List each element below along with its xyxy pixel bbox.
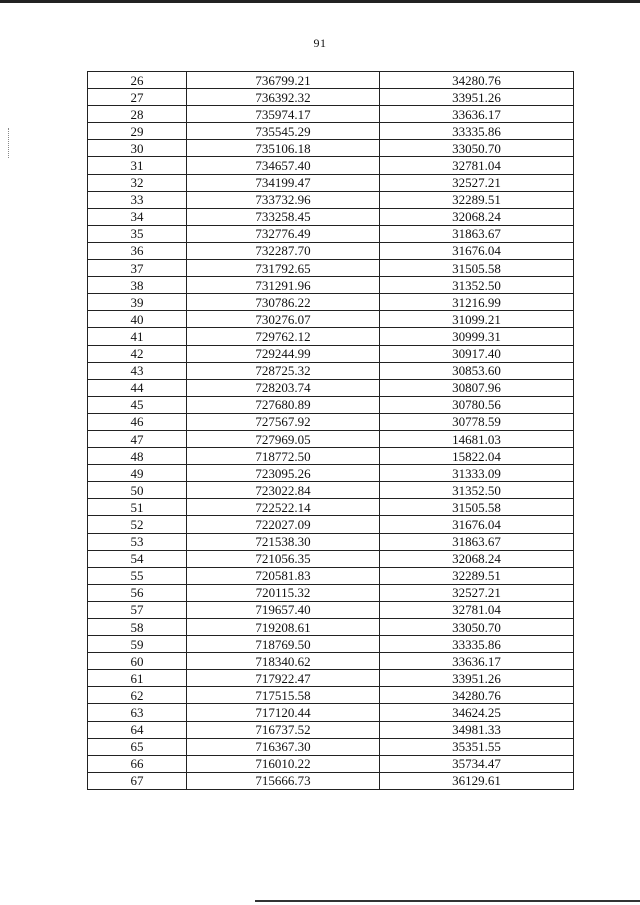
- point-number-cell: 35: [88, 225, 187, 242]
- point-number-cell: 59: [88, 636, 187, 653]
- table-row: [88, 448, 574, 465]
- y-coordinate-cell: 31099.21: [380, 311, 574, 328]
- y-coordinate-cell: 34981.33: [380, 721, 574, 738]
- point-number-cell: 44: [88, 379, 187, 396]
- y-coordinate-cell: 34624.25: [380, 704, 574, 721]
- table-row: [88, 208, 574, 225]
- x-coordinate-cell: 727567.92: [187, 413, 380, 430]
- table-row: [88, 482, 574, 499]
- bottom-border-rule: [255, 900, 640, 902]
- x-coordinate-cell: 717515.58: [187, 687, 380, 704]
- y-coordinate-cell: 30917.40: [380, 345, 574, 362]
- x-coordinate-cell: 717922.47: [187, 670, 380, 687]
- x-coordinate-cell: 727969.05: [187, 430, 380, 447]
- x-coordinate-cell: 729244.99: [187, 345, 380, 362]
- table-row: [88, 584, 574, 601]
- y-coordinate-cell: 30778.59: [380, 413, 574, 430]
- x-coordinate-cell: 722027.09: [187, 516, 380, 533]
- top-border-rule: [0, 0, 640, 3]
- table-row: [88, 260, 574, 277]
- point-number-cell: 42: [88, 345, 187, 362]
- point-number-cell: 62: [88, 687, 187, 704]
- x-coordinate-cell: 730786.22: [187, 294, 380, 311]
- point-number-cell: 39: [88, 294, 187, 311]
- x-coordinate-cell: 719657.40: [187, 601, 380, 618]
- table-row: [88, 242, 574, 259]
- point-number-cell: 51: [88, 499, 187, 516]
- x-coordinate-cell: 732776.49: [187, 225, 380, 242]
- table-row: [88, 362, 574, 379]
- point-number-cell: 47: [88, 430, 187, 447]
- x-coordinate-cell: 715666.73: [187, 772, 380, 789]
- x-coordinate-cell: 731291.96: [187, 277, 380, 294]
- table-row: [88, 430, 574, 447]
- table-row: [88, 601, 574, 618]
- point-number-cell: 38: [88, 277, 187, 294]
- table-row: [88, 72, 574, 89]
- y-coordinate-cell: 30853.60: [380, 362, 574, 379]
- point-number-cell: 58: [88, 619, 187, 636]
- x-coordinate-cell: 731792.65: [187, 260, 380, 277]
- y-coordinate-cell: 33636.17: [380, 653, 574, 670]
- y-coordinate-cell: 35351.55: [380, 738, 574, 755]
- x-coordinate-cell: 735106.18: [187, 140, 380, 157]
- table-row: [88, 123, 574, 140]
- point-number-cell: 54: [88, 550, 187, 567]
- table-row: [88, 225, 574, 242]
- y-coordinate-cell: 30999.31: [380, 328, 574, 345]
- table-row: [88, 106, 574, 123]
- y-coordinate-cell: 34280.76: [380, 72, 574, 89]
- y-coordinate-cell: 34280.76: [380, 687, 574, 704]
- table-row: [88, 328, 574, 345]
- point-number-cell: 33: [88, 191, 187, 208]
- y-coordinate-cell: 31505.58: [380, 499, 574, 516]
- point-number-cell: 30: [88, 140, 187, 157]
- table-row: [88, 345, 574, 362]
- x-coordinate-cell: 736799.21: [187, 72, 380, 89]
- x-coordinate-cell: 728725.32: [187, 362, 380, 379]
- point-number-cell: 57: [88, 601, 187, 618]
- point-number-cell: 52: [88, 516, 187, 533]
- table-row: [88, 499, 574, 516]
- y-coordinate-cell: 31676.04: [380, 516, 574, 533]
- x-coordinate-cell: 727680.89: [187, 396, 380, 413]
- point-number-cell: 56: [88, 584, 187, 601]
- y-coordinate-cell: 36129.61: [380, 772, 574, 789]
- x-coordinate-cell: 722522.14: [187, 499, 380, 516]
- table-row: [88, 721, 574, 738]
- point-number-cell: 50: [88, 482, 187, 499]
- table-row: [88, 772, 574, 789]
- y-coordinate-cell: 33050.70: [380, 140, 574, 157]
- y-coordinate-cell: 30780.56: [380, 396, 574, 413]
- y-coordinate-cell: 32527.21: [380, 174, 574, 191]
- point-number-cell: 63: [88, 704, 187, 721]
- x-coordinate-cell: 718340.62: [187, 653, 380, 670]
- x-coordinate-cell: 720581.83: [187, 567, 380, 584]
- table-row: [88, 277, 574, 294]
- point-number-cell: 43: [88, 362, 187, 379]
- point-number-cell: 37: [88, 260, 187, 277]
- table-row: [88, 396, 574, 413]
- x-coordinate-cell: 718769.50: [187, 636, 380, 653]
- table-row: [88, 311, 574, 328]
- y-coordinate-cell: 33335.86: [380, 123, 574, 140]
- table-row: [88, 619, 574, 636]
- y-coordinate-cell: 33951.26: [380, 89, 574, 106]
- point-number-cell: 29: [88, 123, 187, 140]
- point-number-cell: 60: [88, 653, 187, 670]
- point-number-cell: 53: [88, 533, 187, 550]
- point-number-cell: 55: [88, 567, 187, 584]
- y-coordinate-cell: 31352.50: [380, 482, 574, 499]
- point-number-cell: 67: [88, 772, 187, 789]
- x-coordinate-cell: 716367.30: [187, 738, 380, 755]
- table-row: [88, 294, 574, 311]
- table-row: [88, 465, 574, 482]
- x-coordinate-cell: 734199.47: [187, 174, 380, 191]
- x-coordinate-cell: 735545.29: [187, 123, 380, 140]
- y-coordinate-cell: 32068.24: [380, 208, 574, 225]
- x-coordinate-cell: 735974.17: [187, 106, 380, 123]
- point-number-cell: 64: [88, 721, 187, 738]
- point-number-cell: 45: [88, 396, 187, 413]
- point-number-cell: 28: [88, 106, 187, 123]
- x-coordinate-cell: 733732.96: [187, 191, 380, 208]
- point-number-cell: 34: [88, 208, 187, 225]
- y-coordinate-cell: 30807.96: [380, 379, 574, 396]
- y-coordinate-cell: 32527.21: [380, 584, 574, 601]
- x-coordinate-cell: 734657.40: [187, 157, 380, 174]
- x-coordinate-cell: 721056.35: [187, 550, 380, 567]
- x-coordinate-cell: 723095.26: [187, 465, 380, 482]
- point-number-cell: 40: [88, 311, 187, 328]
- point-number-cell: 26: [88, 72, 187, 89]
- scan-edge-marks: [8, 128, 11, 158]
- table-row: [88, 516, 574, 533]
- x-coordinate-cell: 718772.50: [187, 448, 380, 465]
- table-row: [88, 704, 574, 721]
- x-coordinate-cell: 716010.22: [187, 755, 380, 772]
- table-row: [88, 157, 574, 174]
- coordinates-table: [87, 71, 574, 790]
- x-coordinate-cell: 720115.32: [187, 584, 380, 601]
- y-coordinate-cell: 32289.51: [380, 191, 574, 208]
- point-number-cell: 46: [88, 413, 187, 430]
- table-row: [88, 89, 574, 106]
- point-number-cell: 61: [88, 670, 187, 687]
- y-coordinate-cell: 31216.99: [380, 294, 574, 311]
- y-coordinate-cell: 32068.24: [380, 550, 574, 567]
- x-coordinate-cell: 730276.07: [187, 311, 380, 328]
- y-coordinate-cell: 32781.04: [380, 157, 574, 174]
- x-coordinate-cell: 716737.52: [187, 721, 380, 738]
- y-coordinate-cell: 15822.04: [380, 448, 574, 465]
- y-coordinate-cell: 33050.70: [380, 619, 574, 636]
- y-coordinate-cell: 31863.67: [380, 533, 574, 550]
- x-coordinate-cell: 736392.32: [187, 89, 380, 106]
- point-number-cell: 32: [88, 174, 187, 191]
- point-number-cell: 31: [88, 157, 187, 174]
- x-coordinate-cell: 721538.30: [187, 533, 380, 550]
- table-row: [88, 533, 574, 550]
- y-coordinate-cell: 31676.04: [380, 242, 574, 259]
- table-row: [88, 191, 574, 208]
- point-number-cell: 49: [88, 465, 187, 482]
- y-coordinate-cell: 31352.50: [380, 277, 574, 294]
- table-row: [88, 738, 574, 755]
- y-coordinate-cell: 33636.17: [380, 106, 574, 123]
- table-row: [88, 413, 574, 430]
- y-coordinate-cell: 14681.03: [380, 430, 574, 447]
- table-row: [88, 653, 574, 670]
- x-coordinate-cell: 733258.45: [187, 208, 380, 225]
- coordinates-table-body: [88, 72, 574, 790]
- point-number-cell: 65: [88, 738, 187, 755]
- table-row: [88, 755, 574, 772]
- table-row: [88, 379, 574, 396]
- table-row: [88, 636, 574, 653]
- x-coordinate-cell: 717120.44: [187, 704, 380, 721]
- page-number: 91: [313, 36, 327, 50]
- point-number-cell: 27: [88, 89, 187, 106]
- x-coordinate-cell: 729762.12: [187, 328, 380, 345]
- point-number-cell: 36: [88, 242, 187, 259]
- y-coordinate-cell: 33335.86: [380, 636, 574, 653]
- point-number-cell: 41: [88, 328, 187, 345]
- table-row: [88, 670, 574, 687]
- table-row: [88, 687, 574, 704]
- table-row: [88, 567, 574, 584]
- x-coordinate-cell: 728203.74: [187, 379, 380, 396]
- table-row: [88, 550, 574, 567]
- table-row: [88, 140, 574, 157]
- y-coordinate-cell: 33951.26: [380, 670, 574, 687]
- x-coordinate-cell: 732287.70: [187, 242, 380, 259]
- point-number-cell: 66: [88, 755, 187, 772]
- y-coordinate-cell: 31505.58: [380, 260, 574, 277]
- y-coordinate-cell: 32781.04: [380, 601, 574, 618]
- point-number-cell: 48: [88, 448, 187, 465]
- y-coordinate-cell: 32289.51: [380, 567, 574, 584]
- y-coordinate-cell: 35734.47: [380, 755, 574, 772]
- x-coordinate-cell: 719208.61: [187, 619, 380, 636]
- table-row: [88, 174, 574, 191]
- y-coordinate-cell: 31863.67: [380, 225, 574, 242]
- x-coordinate-cell: 723022.84: [187, 482, 380, 499]
- y-coordinate-cell: 31333.09: [380, 465, 574, 482]
